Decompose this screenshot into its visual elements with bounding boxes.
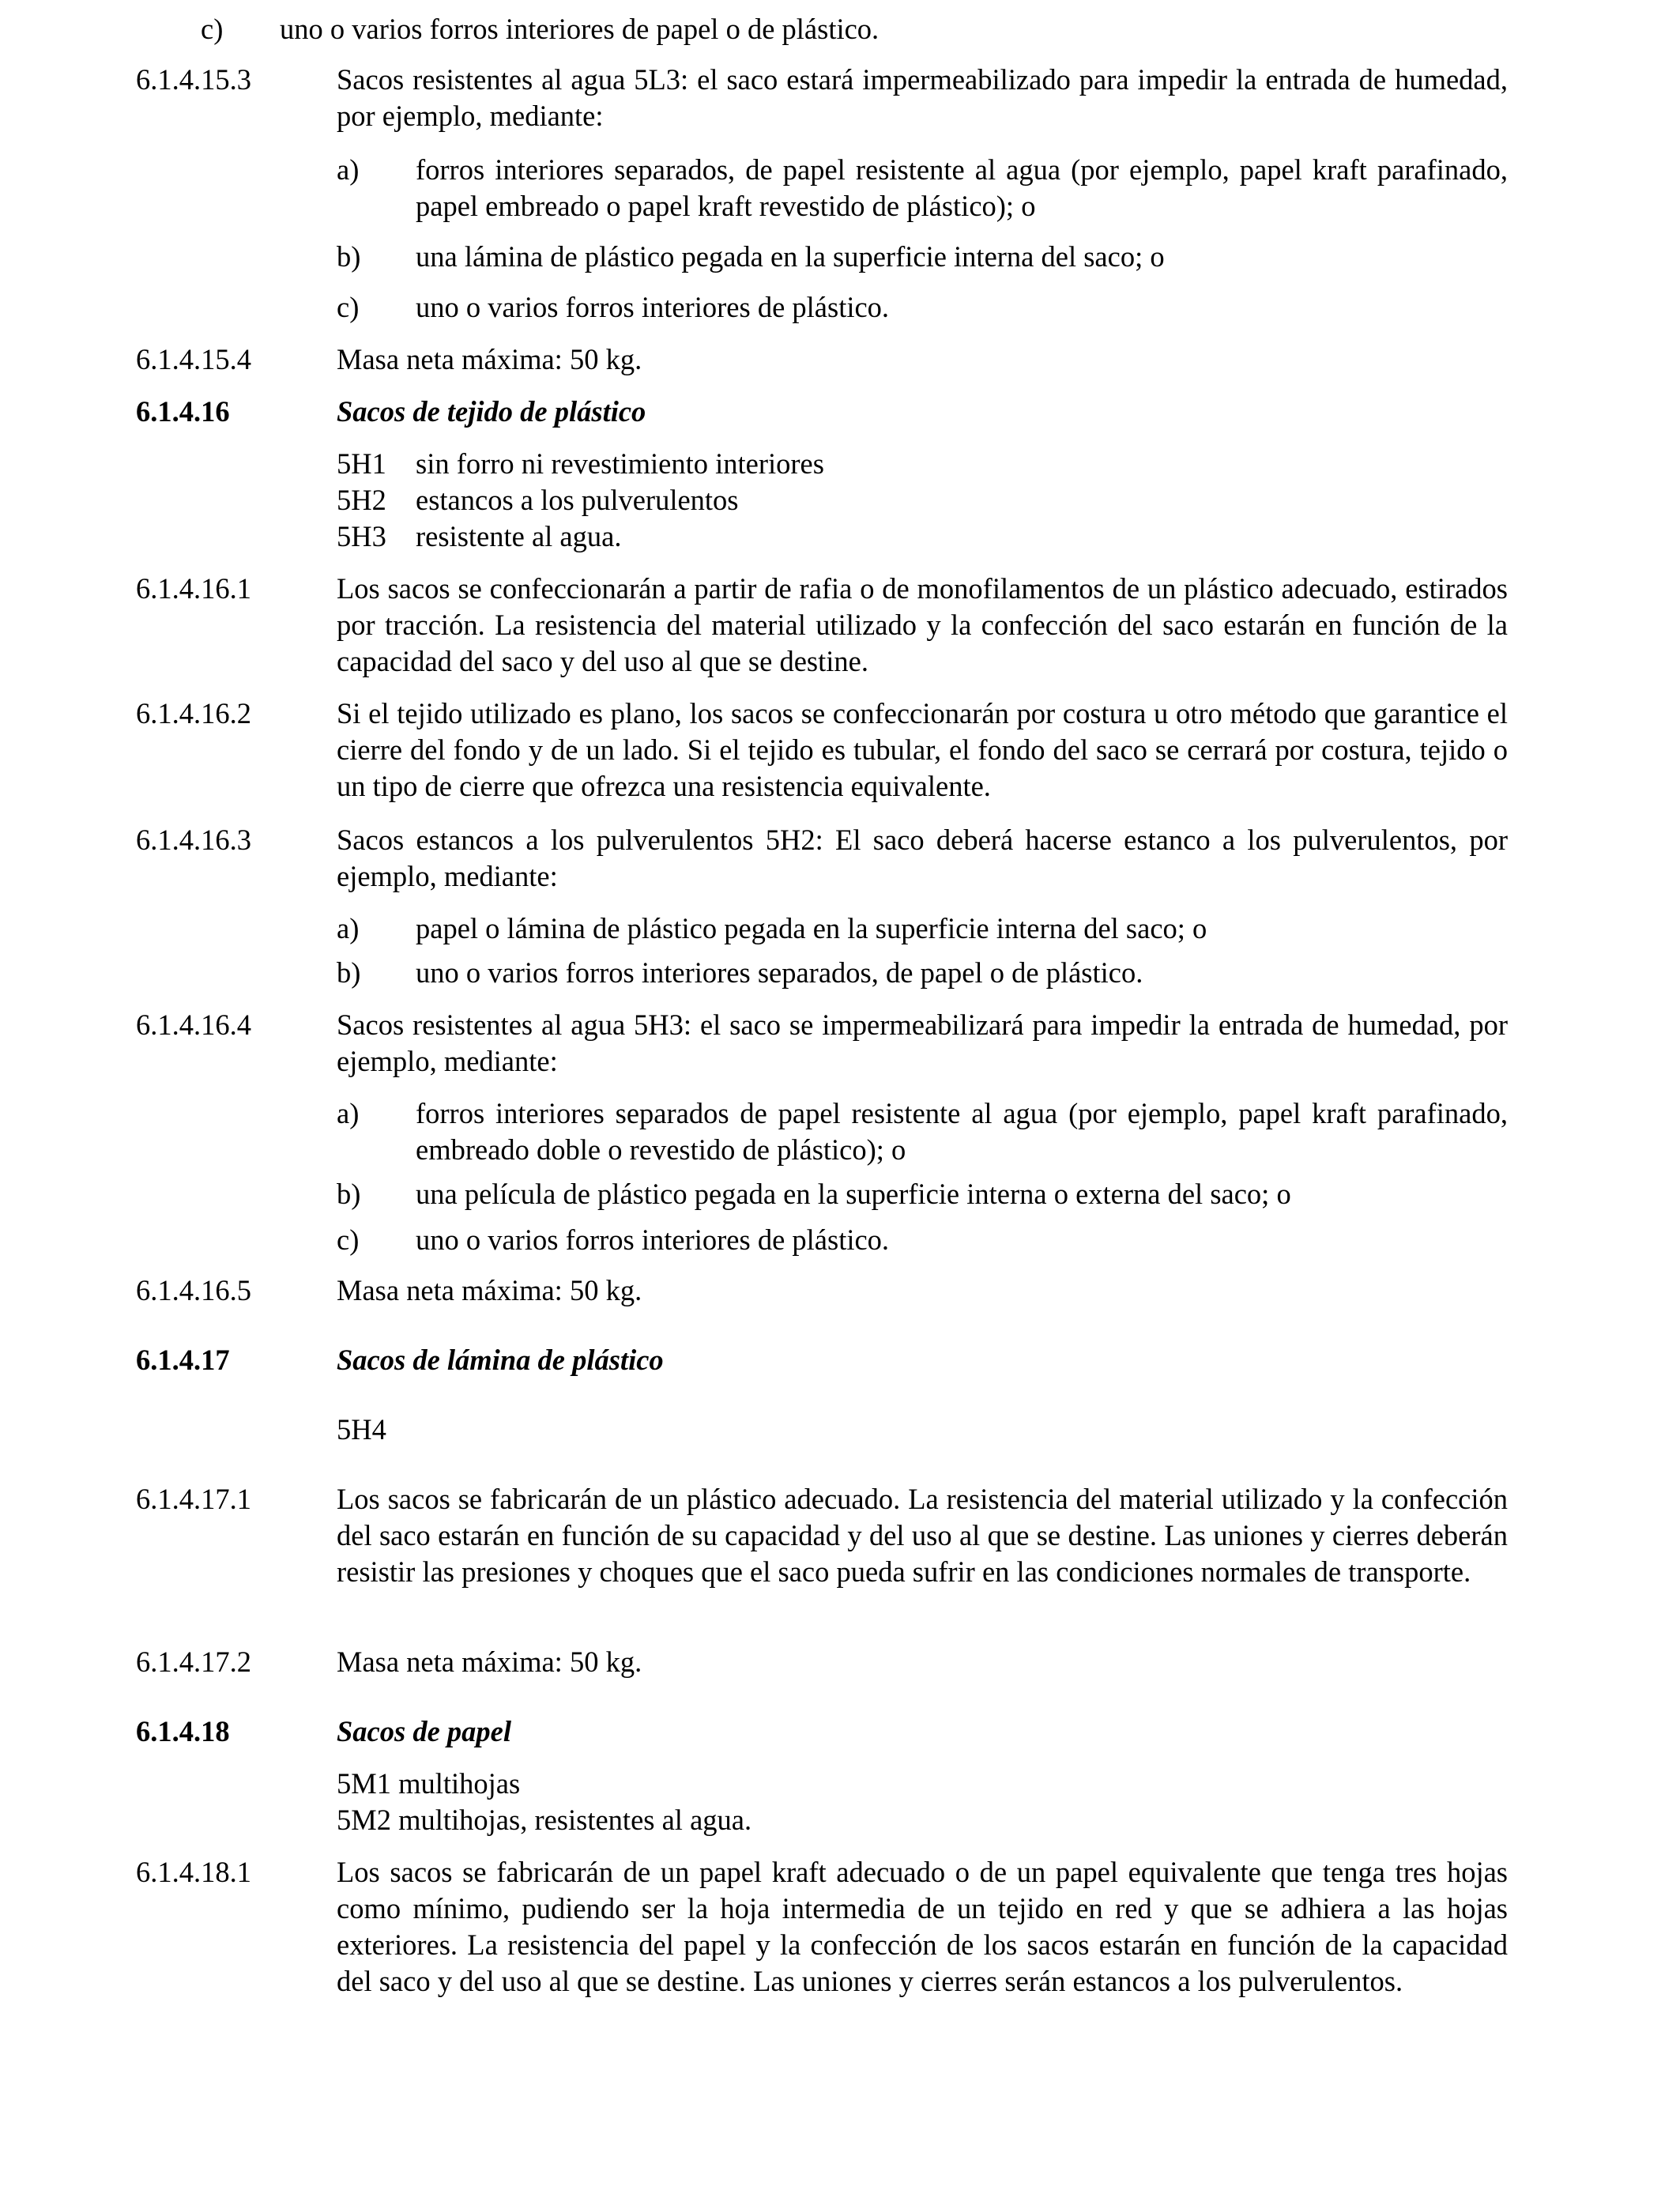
section-text: Los sacos se fabricarán de un plástico adecuado. La resistencia del material utilizado y la confección del saco estarán en función de su capacidad y del uso al que se destine. Las uniones y cierres deberán resistir las presiones y choques que el saco pueda sufrir en las condiciones normales de transporte. (337, 1483, 1508, 1588)
list-marker: b) (337, 240, 361, 273)
packaging-code: 5M2 multihojas, resistentes al agua. (337, 1804, 752, 1836)
list-text: uno o varios forros interiores separados, de papel o de plástico. (416, 956, 1143, 989)
section-number: 6.1.4.16.3 (136, 824, 251, 856)
code-description: sin forro ni revestimiento interiores (416, 447, 824, 480)
section-number: 6.1.4.15.4 (136, 343, 251, 375)
section-number: 6.1.4.17 (136, 1344, 230, 1376)
section-number: 6.1.4.18 (136, 1715, 230, 1747)
section-text: Masa neta máxima: 50 kg. (337, 1646, 642, 1678)
section-number: 6.1.4.16.1 (136, 572, 251, 605)
list-marker: a) (337, 1097, 360, 1129)
section-title: Sacos de papel (337, 1715, 511, 1747)
packaging-code: 5M1 multihojas (337, 1767, 521, 1800)
list-text: papel o lámina de plástico pegada en la superficie interna del saco; o (416, 912, 1207, 944)
list-marker: c) (201, 13, 224, 45)
section-text: Sacos resistentes al agua 5H3: el saco se impermeabilizará para impedir la entrada de humedad, por ejemplo, mediante: (337, 1008, 1508, 1077)
packaging-code: 5H1 (337, 447, 386, 480)
packaging-code: 5H4 (337, 1413, 386, 1446)
section-number: 6.1.4.18.1 (136, 1856, 251, 1888)
list-text: uno o varios forros interiores de plástico. (416, 1223, 890, 1256)
section-number: 6.1.4.15.3 (136, 63, 251, 96)
section-number: 6.1.4.17.2 (136, 1646, 251, 1678)
list-text: forros interiores separados, de papel resistente al agua (por ejemplo, papel kraft parafinado, papel embreado o papel kraft revestido de plástico); o (416, 153, 1508, 222)
section-number: 6.1.4.17.1 (136, 1483, 251, 1515)
list-text: una película de plástico pegada en la superficie interna o externa del saco; o (416, 1178, 1291, 1210)
section-text: Sacos resistentes al agua 5L3: el saco estará impermeabilizado para impedir la entrada de humedad, por ejemplo, mediante: (337, 63, 1508, 132)
section-text: Sacos estancos a los pulverulentos 5H2: El saco deberá hacerse estanco a los pulverulentos, por ejemplo, mediante: (337, 824, 1508, 892)
list-text: uno o varios forros interiores de plástico. (416, 291, 890, 323)
section-number: 6.1.4.16.2 (136, 697, 251, 729)
section-text: Los sacos se fabricarán de un papel kraft adecuado o de un papel equivalente que tenga tres hojas como mínimo, pudiendo ser la hoja intermedia de un tejido en red y que se adhiera a las hojas exteriores. La resistencia del papel y la confección de los sacos estarán en función de la capacidad del saco y del uso al que se destine. Las uniones y cierres serán estancos a los pulverulentos. (337, 1856, 1508, 1997)
section-text: Si el tejido utilizado es plano, los sacos se confeccionarán por costura u otro método que garantice el cierre del fondo y de un lado. Si el tejido es tubular, el fondo del saco se cerrará por costura, tejido o un tipo de cierre que ofrezca una resistencia equivalente. (337, 697, 1508, 802)
list-text: una lámina de plástico pegada en la superficie interna del saco; o (416, 240, 1165, 273)
section-number: 6.1.4.16.4 (136, 1008, 251, 1041)
list-text: forros interiores separados de papel resistente al agua (por ejemplo, papel kraft parafinado, embreado doble o revestido de plástico); o (416, 1097, 1508, 1166)
code-description: estancos a los pulverulentos (416, 484, 739, 516)
packaging-code: 5H2 (337, 484, 386, 516)
list-marker: c) (337, 291, 360, 323)
list-marker: c) (337, 1223, 360, 1256)
packaging-code: 5H3 (337, 520, 386, 552)
section-text: Masa neta máxima: 50 kg. (337, 343, 642, 375)
code-description: resistente al agua. (416, 520, 622, 552)
section-text: Masa neta máxima: 50 kg. (337, 1274, 642, 1306)
section-title: Sacos de tejido de plástico (337, 395, 646, 428)
list-marker: a) (337, 153, 360, 186)
list-marker: b) (337, 1178, 361, 1210)
section-number: 6.1.4.16.5 (136, 1274, 251, 1306)
section-text: Los sacos se confeccionarán a partir de rafia o de monofilamentos de un plástico adecuado, estirados por tracción. La resistencia del material utilizado y la confección del saco estarán en función de la capacidad del saco y del uso al que se destine. (337, 572, 1508, 677)
list-marker: b) (337, 956, 361, 989)
list-text: uno o varios forros interiores de papel o de plástico. (280, 13, 880, 45)
section-number: 6.1.4.16 (136, 395, 230, 428)
list-marker: a) (337, 912, 360, 944)
section-title: Sacos de lámina de plástico (337, 1344, 664, 1376)
